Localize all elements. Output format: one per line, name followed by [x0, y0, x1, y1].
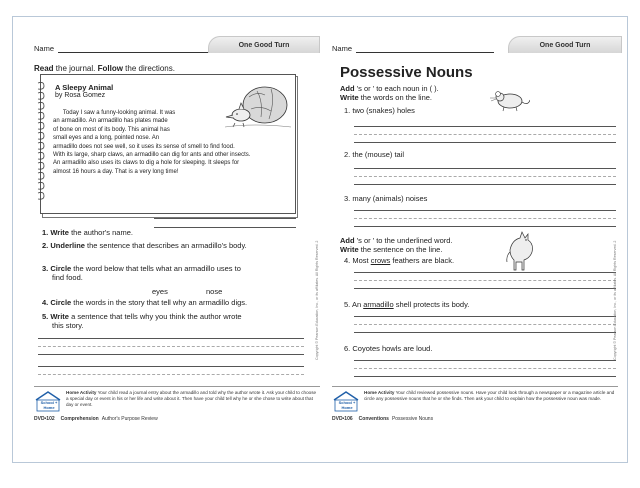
code-skill: Possessive Nouns [391, 416, 434, 422]
lesson-tab: One Good Turn [508, 36, 622, 53]
answer-line[interactable] [38, 366, 304, 367]
q4-pre: Most [352, 256, 371, 265]
name-line[interactable] [58, 45, 208, 53]
journal-line: An armadillo also uses its claws to dig a hole for sleeping. It sleeps for [53, 160, 240, 167]
answer-line[interactable] [154, 218, 296, 219]
q2-num: 2. [344, 150, 351, 159]
q4-verb: Circle [50, 298, 72, 307]
q6-text: Coyotes howls are loud. [352, 344, 433, 353]
dir2-verb: Add [340, 236, 355, 245]
journal-body [53, 109, 285, 176]
q1-text: two (snakes) holes [352, 106, 415, 115]
q5-text-2: this story. [52, 321, 84, 330]
answer-line[interactable] [354, 332, 616, 333]
q5-verb: Write [50, 312, 69, 321]
q3-text: the word below that tells what an armadillo uses to [71, 264, 241, 273]
logo-text: School + Home [40, 400, 58, 410]
dir2-text: 's or ' to the underlined word. [354, 236, 453, 245]
q4-underlined: crows [370, 256, 391, 265]
coyote-illustration-icon [506, 230, 538, 272]
answer-line[interactable] [154, 227, 296, 228]
q1-num: 1. [344, 106, 351, 115]
home-activity-text: Your child read a journal entry about the armadillo and told why the author wrote it. Ask your child to choose a special day or event in his or her life and write about it. Then have your child tell why he or she chose to write about that day or event. [66, 390, 317, 407]
journal-title: A Sleepy Animal [55, 83, 114, 92]
journal-author: by Rosa Gomez [55, 92, 106, 99]
home-activity-text: Your child reviewed possessive nouns. Have your child look through a newspaper or a magazine article and circle any possessive nouns that he or she finds. Then ask your child to explain how the possessive noun was made. [364, 390, 615, 401]
home-activity-label: Home Activity [66, 390, 97, 395]
dir1-text: 's or ' to each noun in ( ). [354, 84, 439, 93]
home-activity [66, 390, 318, 408]
question-2 [42, 241, 247, 250]
answer-line[interactable] [38, 338, 304, 339]
guide-line [354, 280, 616, 281]
dir1b-text: the words on the line. [358, 93, 433, 102]
directions-1 [340, 84, 439, 102]
instructions [34, 64, 175, 73]
name-row [332, 44, 494, 53]
possessive-q3 [344, 194, 427, 203]
journal-line: Today I saw a funny-looking animal. It was [53, 110, 176, 116]
q1-num: 1. [42, 228, 49, 237]
code-number: DVD•102 [34, 416, 55, 422]
journal-line: With its large, sharp claws, an armadillo can dig for ants and other insects. [53, 152, 251, 159]
question-5 [42, 312, 242, 330]
code-category: Comprehension [60, 416, 99, 422]
q3-num: 3. [344, 194, 351, 203]
possessive-q4 [344, 256, 454, 265]
q2-text: the (mouse) tail [352, 150, 405, 159]
dir1-verb: Add [340, 84, 355, 93]
footer-divider [34, 386, 320, 387]
answer-line[interactable] [354, 142, 616, 143]
copyright-note [315, 240, 321, 360]
instr-read: Read [34, 64, 54, 73]
worksheet-right [332, 20, 622, 440]
q1-text: the author's name. [68, 228, 133, 237]
answer-line[interactable] [354, 184, 616, 185]
copyright-text: Copyright © Pearson Education, Inc., or its affiliates. All Rights Reserved. 2 [613, 240, 617, 360]
q4-num: 4. [344, 256, 351, 265]
possessive-q6 [344, 344, 432, 353]
q3-text: many (animals) noises [352, 194, 428, 203]
q5-text: a sentence that tells why you think the author wrote [68, 312, 242, 321]
q3-text-2: find food. [52, 273, 83, 282]
journal-line: small eyes and a long, pointed nose. An [53, 135, 160, 142]
home-activity [364, 390, 616, 402]
dir2b-text: the sentence on the line. [358, 245, 443, 254]
copyright-note [613, 240, 619, 360]
journal-box [40, 74, 296, 214]
guide-line [354, 134, 616, 135]
q2-num: 2. [42, 241, 49, 250]
q5-underlined: armadillo [363, 300, 394, 309]
journal-line: an armadillo. An armadillo has plates made [53, 118, 168, 125]
q3-verb: Circle [50, 264, 72, 273]
journal-line: of bone on most of its body. This animal has [53, 126, 170, 133]
logo-text: School + Home [338, 400, 356, 410]
page-title: Possessive Nouns [340, 64, 473, 81]
q5-pre: An [351, 300, 364, 309]
answer-line[interactable] [354, 360, 616, 361]
journal-line: almost 16 hours a day. That is a very long time! [53, 168, 179, 175]
instr-mid: the journal. [53, 64, 98, 73]
code-category: Conventions [358, 416, 389, 422]
q5-num: 5. [42, 312, 49, 321]
footer-code [332, 416, 433, 422]
name-line[interactable] [356, 45, 494, 53]
instr-follow: Follow [97, 64, 123, 73]
spiral-binding-icon [36, 79, 46, 209]
q3-num: 3. [42, 264, 49, 273]
q4-num: 4. [42, 298, 49, 307]
possessive-q2 [344, 150, 404, 159]
footer-divider [332, 386, 618, 387]
guide-line [354, 324, 616, 325]
question-1 [42, 228, 133, 237]
possessive-q5 [344, 300, 469, 309]
answer-line[interactable] [354, 288, 616, 289]
answer-line[interactable] [354, 316, 616, 317]
copyright-text: Copyright © Pearson Education, Inc., or its affiliates. All Rights Reserved. 2 [315, 240, 319, 360]
q6-num: 6. [344, 344, 351, 353]
q4-post: feathers are black. [390, 256, 455, 265]
question-4 [42, 298, 247, 307]
journal-line: armadillo does not see well, so it uses its sense of smell to find food. [53, 143, 235, 150]
guide-line [354, 218, 616, 219]
instr-end: the directions. [122, 64, 175, 73]
guide-line [38, 346, 304, 347]
q5-post: shell protects its body. [393, 300, 470, 309]
code-skill: Author's Purpose Review [101, 416, 158, 422]
code-number: DVD•106 [332, 416, 353, 422]
q1-verb: Write [50, 228, 69, 237]
answer-line[interactable] [354, 272, 616, 273]
guide-line [38, 374, 304, 375]
dir2b-verb: Write [340, 245, 359, 254]
guide-line [354, 176, 616, 177]
q4-text: the words in the story that tell why an armadillo digs. [71, 298, 248, 307]
answer-line[interactable] [354, 376, 616, 377]
answer-line[interactable] [354, 210, 616, 211]
choice-eyes[interactable]: eyes [152, 287, 168, 296]
answer-line[interactable] [354, 226, 616, 227]
home-activity-label: Home Activity [364, 390, 395, 395]
name-label: Name [332, 44, 353, 53]
choice-nose[interactable]: nose [206, 287, 223, 296]
lesson-tab: One Good Turn [208, 36, 320, 53]
answer-line[interactable] [354, 126, 616, 127]
question-3 [42, 264, 241, 282]
name-label: Name [34, 44, 55, 53]
q5-num: 5. [344, 300, 351, 309]
possessive-q1 [344, 106, 415, 115]
answer-line[interactable] [38, 354, 304, 355]
mouse-illustration-icon [488, 86, 530, 114]
guide-line [354, 368, 616, 369]
q2-verb: Underline [50, 241, 85, 250]
dir1b-verb: Write [340, 93, 359, 102]
name-row [34, 44, 208, 53]
answer-line[interactable] [354, 168, 616, 169]
footer-code [34, 416, 158, 422]
q2-text: the sentence that describes an armadillo's body. [84, 241, 247, 250]
directions-2 [340, 236, 453, 254]
worksheet-left [34, 20, 324, 440]
